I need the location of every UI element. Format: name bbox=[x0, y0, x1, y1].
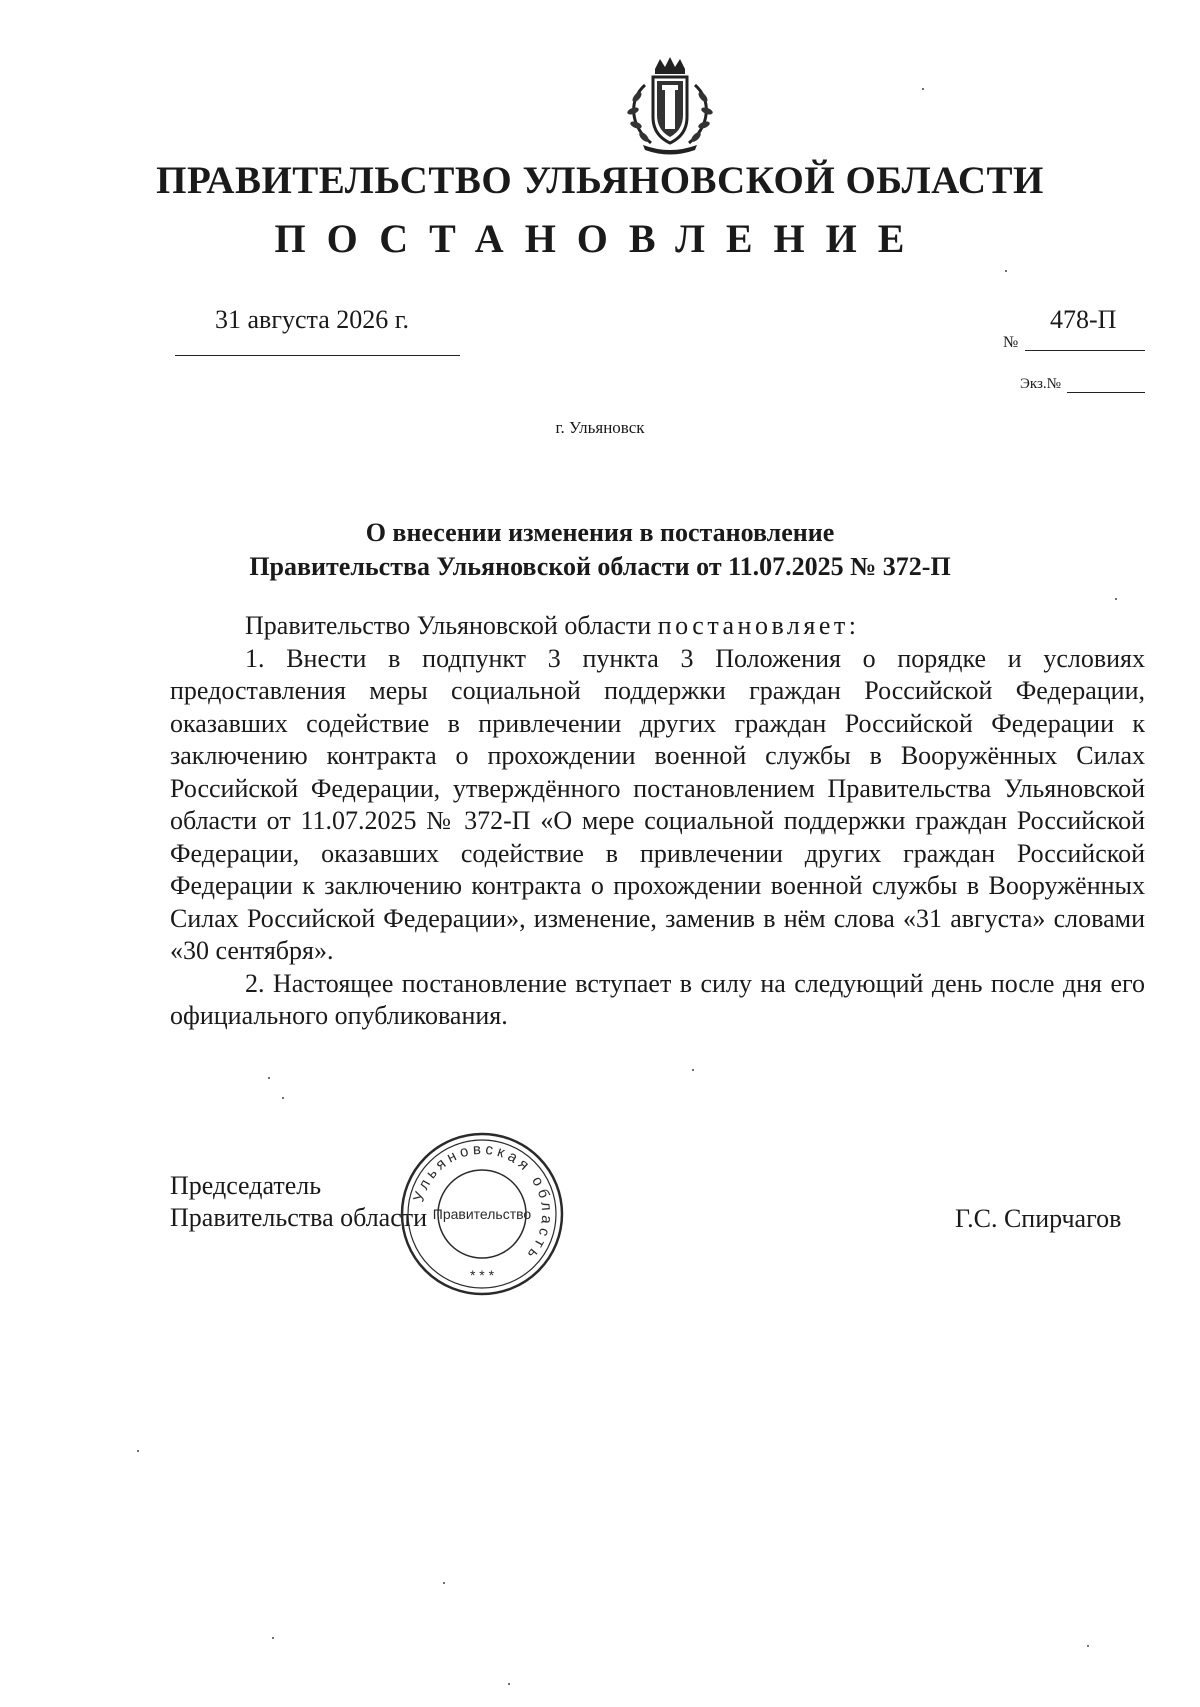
document-body bbox=[170, 610, 1145, 1033]
coat-of-arms-icon bbox=[615, 55, 725, 155]
number-sign: № bbox=[1003, 334, 1019, 351]
signatory-title bbox=[170, 1170, 427, 1234]
scan-speck bbox=[443, 1582, 445, 1584]
scan-speck bbox=[272, 1637, 274, 1639]
intro-verb: постановляет: bbox=[657, 611, 860, 640]
intro-prefix: Правительство Ульяновской области bbox=[245, 611, 658, 640]
intro-paragraph bbox=[170, 610, 1145, 643]
city: г. Ульяновск bbox=[555, 418, 645, 437]
scan-speck bbox=[1087, 1645, 1089, 1647]
signatory-title-line-2: Правительства области bbox=[170, 1203, 428, 1232]
scan-speck bbox=[1005, 270, 1007, 272]
scan-speck bbox=[508, 1683, 510, 1685]
item-1: 1. Внести в подпункт 3 пункта 3 Положения о порядке и условиях предоставления меры социальной поддержки граждан Российской Федерации, оказавших содействие в привлечении других граждан Российской Федерации к заключению контракта о прохождении военной службы в Вооружённых Силах Российской Федерации, утверждённого постановлением Правительства Ульяновской области от 11.07.2025 № 372-П «О мере социальной поддержки граждан Российской Федерации, оказавших содействие в привлечении других граждан Российской Федерации к заключению контракта о прохождении военной службы в Вооружённых Силах Российской Федерации», изменение, заменив в нём слова «31 августа» словами «30 сентября». bbox=[170, 643, 1145, 965]
seal-outer-text: Ульяновская область bbox=[410, 1140, 556, 1266]
scan-speck bbox=[137, 1450, 139, 1452]
seal-center-text: Правительство bbox=[432, 1206, 532, 1222]
scan-speck bbox=[922, 88, 924, 90]
date-underline bbox=[175, 355, 460, 356]
scan-speck bbox=[282, 1097, 284, 1099]
official-seal-icon bbox=[398, 1130, 566, 1298]
scan-speck bbox=[692, 1069, 694, 1071]
copy-number-underline bbox=[1067, 392, 1145, 393]
number-underline bbox=[1025, 350, 1145, 351]
document-type: ПОСТАНОВЛЕНИЕ bbox=[274, 216, 926, 261]
item-2: 2. Настоящее постановление вступает в силу на следующий день после дня его официального опубликования. bbox=[170, 968, 1145, 1030]
scan-speck bbox=[1115, 598, 1117, 600]
document-number: 478-П bbox=[1050, 305, 1117, 334]
subject-line-1: О внесении изменения в постановление bbox=[365, 518, 835, 547]
seal-stars: * * * bbox=[469, 1267, 495, 1283]
document-date: 31 августа 2026 г. bbox=[215, 305, 409, 334]
document-subject bbox=[150, 516, 1050, 584]
scan-speck bbox=[268, 1077, 270, 1079]
signatory-title-line-1: Председатель bbox=[170, 1171, 322, 1200]
subject-line-2: Правительства Ульяновской области от 11.07.2025 № 372-П bbox=[249, 552, 951, 581]
signatory-name: Г.С. Спирчагов bbox=[955, 1204, 1122, 1233]
organization-title: ПРАВИТЕЛЬСТВО УЛЬЯНОВСКОЙ ОБЛАСТИ bbox=[156, 159, 1044, 202]
copy-number-label: Экз.№ bbox=[1020, 376, 1061, 392]
